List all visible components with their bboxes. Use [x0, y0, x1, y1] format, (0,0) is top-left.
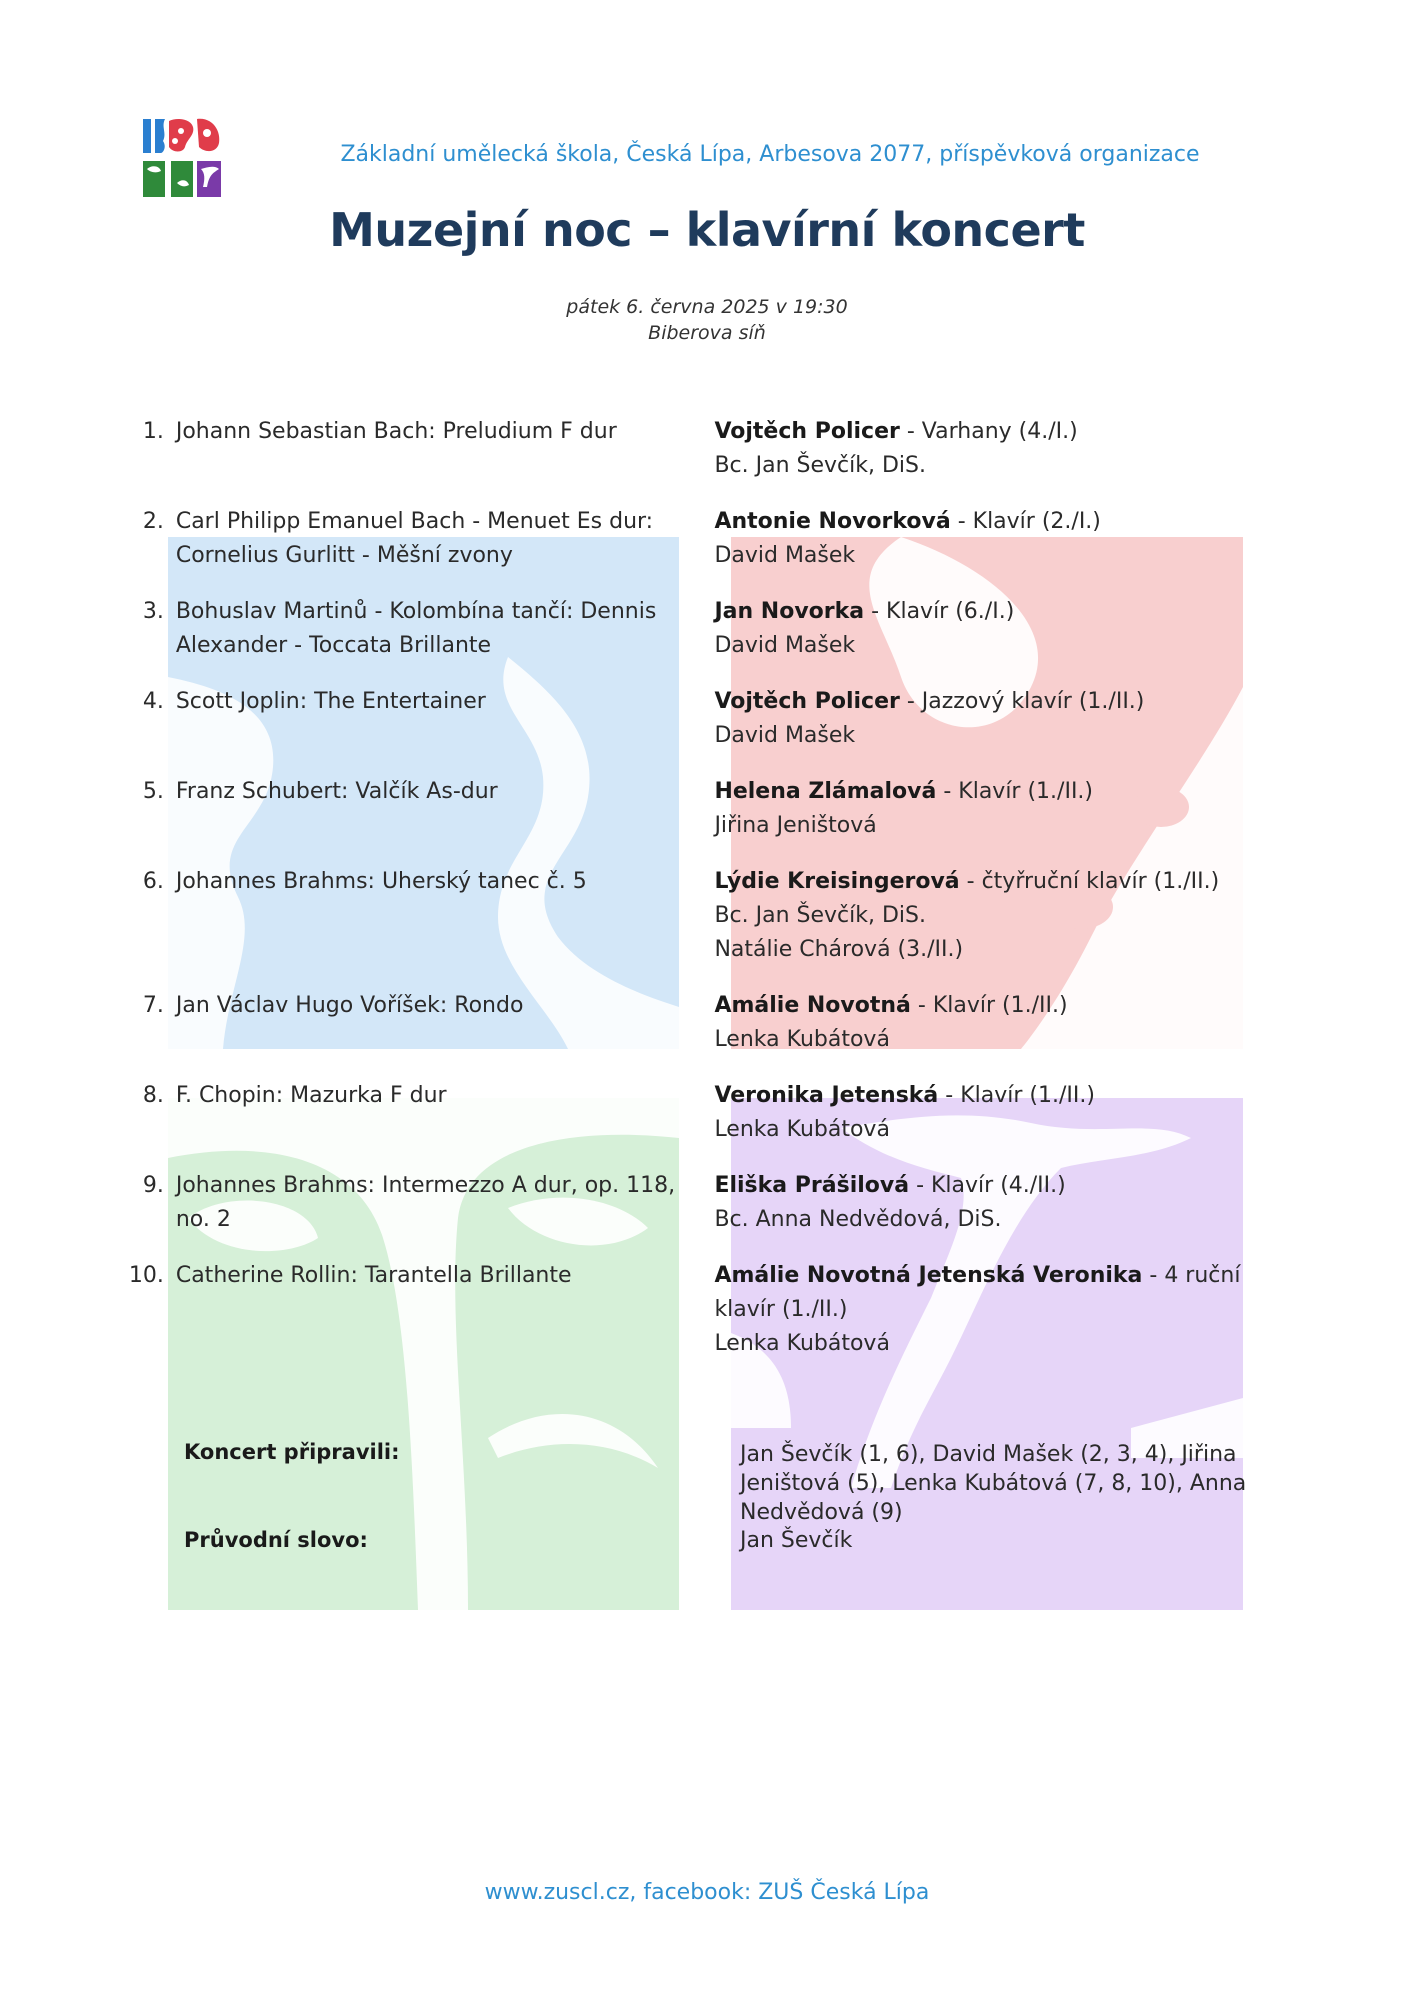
- program-item: [120, 775, 1260, 865]
- item-number: 3.: [142, 599, 164, 624]
- performer-detail: - Klavír (1./II.): [936, 779, 1094, 804]
- performer-info: [714, 1079, 1260, 1169]
- event-venue: Biberova síň: [648, 322, 766, 344]
- item-number: 2.: [142, 509, 164, 534]
- piece-title: Catherine Rollin: Tarantella Brillante: [175, 1263, 572, 1288]
- program-item: [120, 989, 1260, 1079]
- performer-info: [714, 1169, 1260, 1259]
- teacher-name: Natálie Chárová (3./II.): [714, 937, 964, 962]
- performer-detail: - 4 ruční klavír (1./II.): [714, 1263, 1241, 1322]
- performer-detail: - Klavír (2./I.): [950, 509, 1101, 534]
- program-item: [120, 1169, 1260, 1259]
- piece-title: Jan Václav Hugo Voříšek: Rondo: [175, 993, 524, 1018]
- event-date-time: pátek 6. června 2025 v 19:30: [566, 296, 848, 318]
- performer-name: Vojtěch Policer: [714, 689, 900, 714]
- performer-detail: - Klavír (6./I.): [864, 599, 1015, 624]
- teacher-name: Bc. Anna Nedvědová, DiS.: [714, 1207, 1002, 1232]
- program-item: [120, 595, 1260, 685]
- concert-program: [120, 415, 1260, 1383]
- performer-name: Amálie Novotná Jetenská Veronika: [714, 1263, 1143, 1288]
- teacher-name: Jiřina Jeništová: [714, 813, 877, 838]
- teacher-name: David Mašek: [714, 543, 856, 568]
- school-logo-icon: [141, 117, 223, 199]
- item-number: 4.: [142, 689, 164, 714]
- piece-title: Bohuslav Martinů - Kolombína tančí: Dennis Alexander - Toccata Brillante: [175, 599, 657, 658]
- item-number: 10.: [128, 1263, 164, 1288]
- performer-info: [714, 415, 1260, 505]
- performer-name: Jan Novorka: [714, 599, 865, 624]
- item-number: 5.: [142, 779, 164, 804]
- teacher-name: Bc. Jan Ševčík, DiS.: [714, 903, 926, 928]
- performer-name: Vojtěch Policer: [714, 419, 900, 444]
- footer-links[interactable]: www.zuscl.cz, facebook: ZUŠ Česká Lípa: [484, 1880, 930, 1905]
- piece-title: Franz Schubert: Valčík As-dur: [175, 779, 498, 804]
- item-number: 9.: [142, 1173, 164, 1198]
- performer-info: [714, 1259, 1260, 1383]
- teacher-name: Bc. Jan Ševčík, DiS.: [714, 453, 926, 478]
- performer-name: Helena Zlámalová: [714, 779, 937, 804]
- item-number: 8.: [142, 1083, 164, 1108]
- program-item: [120, 865, 1260, 989]
- performer-info: [714, 865, 1260, 989]
- performer-info: [714, 989, 1260, 1079]
- teacher-name: Lenka Kubátová: [714, 1117, 890, 1142]
- program-item: [120, 1079, 1260, 1169]
- teacher-name: David Mašek: [714, 633, 856, 658]
- piece-title: Johannes Brahms: Intermezzo A dur, op. 118, no. 2: [175, 1173, 676, 1232]
- teacher-name: David Mašek: [714, 723, 856, 748]
- performer-detail: - Klavír (4./II.): [909, 1173, 1066, 1198]
- piece-title: Scott Joplin: The Entertainer: [175, 689, 486, 714]
- teacher-name: Lenka Kubátová: [714, 1027, 890, 1052]
- performer-detail: - Klavír (1./II.): [938, 1083, 1095, 1108]
- performer-info: [714, 685, 1260, 775]
- page-title: Muzejní noc – klavírní koncert: [329, 203, 1085, 257]
- program-item: [120, 685, 1260, 775]
- host-label: Průvodní slovo:: [184, 1528, 368, 1552]
- teacher-name: Lenka Kubátová: [714, 1331, 890, 1356]
- piece-title: Carl Philipp Emanuel Bach - Menuet Es dur: Cornelius Gurlitt - Měšní zvony: [175, 509, 654, 568]
- host-value: Jan Ševčík: [740, 1528, 853, 1553]
- performer-detail: - Jazzový klavír (1./II.): [899, 689, 1145, 714]
- item-number: 6.: [142, 869, 164, 894]
- performer-name: Eliška Prášilová: [714, 1173, 910, 1198]
- performer-name: Lýdie Kreisingerová: [714, 869, 960, 894]
- piece-title: Johannes Brahms: Uherský tanec č. 5: [175, 869, 587, 894]
- performer-detail: - Klavír (1./II.): [910, 993, 1068, 1018]
- item-number: 7.: [142, 993, 164, 1018]
- piece-title: Johann Sebastian Bach: Preludium F dur: [175, 419, 617, 444]
- prepared-value: Jan Ševčík (1, 6), David Mašek (2, 3, 4), Jiřina Jeništová (5), Lenka Kubátová (7, 8, 10), Anna Nedvědová (9): [740, 1442, 1247, 1525]
- program-item: [120, 505, 1260, 595]
- performer-detail: - čtyřruční klavír (1./II.): [959, 869, 1220, 894]
- program-item: [120, 415, 1260, 505]
- school-name: Základní umělecká škola, Česká Lípa, Arbesova 2077, příspěvková organizace: [340, 142, 1200, 167]
- program-item: [120, 1259, 1260, 1383]
- piece-title: F. Chopin: Mazurka F dur: [175, 1083, 447, 1108]
- performer-info: [714, 505, 1260, 595]
- performer-info: [714, 595, 1260, 685]
- performer-info: [714, 775, 1260, 865]
- performer-name: Amálie Novotná: [714, 993, 911, 1018]
- performer-name: Veronika Jetenská: [714, 1083, 939, 1108]
- school-logo: [141, 117, 223, 199]
- performer-name: Antonie Novorková: [714, 509, 951, 534]
- performer-detail: - Varhany (4./I.): [899, 419, 1078, 444]
- item-number: 1.: [142, 419, 164, 444]
- prepared-label: Koncert připravili:: [184, 1440, 400, 1464]
